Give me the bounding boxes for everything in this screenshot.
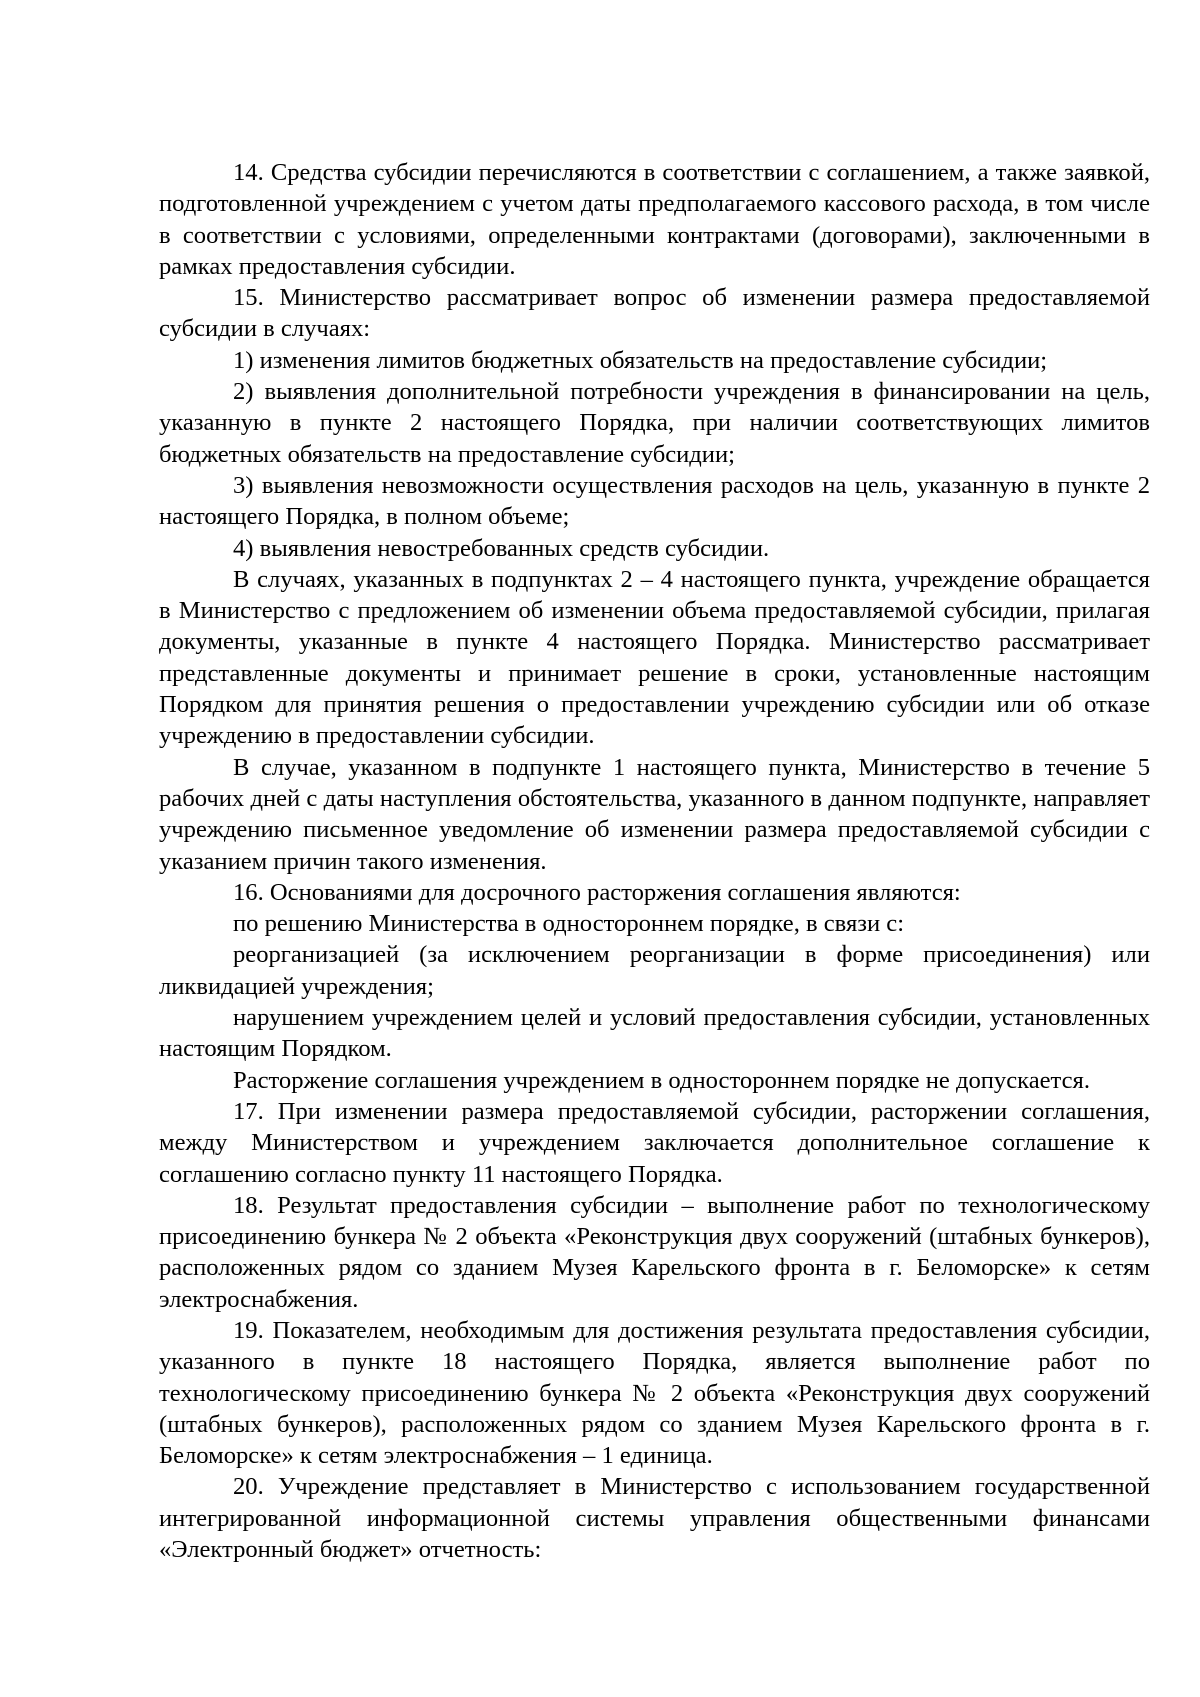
paragraph-19: 19. Показателем, необходимым для достижения результата предоставления субсидии, указанного в пункте 18 настоящего Порядка, является выполнение работ по технологическому присоединению бункера № 2 объекта «Реконструкция двух сооружений (штабных бункеров), расположенных рядом со зданием Музея Карельского фронта в г. Беломорске» к сетям электроснабжения – 1 единица. bbox=[159, 1316, 1150, 1470]
paragraph-16-decision: по решению Министерства в одностороннем порядке, в связи с: bbox=[233, 910, 905, 938]
paragraph-16-violation: нарушением учреждением целей и условий предоставления субсидии, установленных настоящим Порядком. bbox=[159, 1004, 1150, 1063]
paragraph-15-item-2: 2) выявления дополнительной потребности учреждения в финансировании на цель, указанную в пункте 2 настоящего Порядка, при наличии соответствующих лимитов бюджетных обязательств на предоставление субсидии; bbox=[159, 378, 1150, 468]
paragraph-17: 17. При изменении размера предоставляемой субсидии, расторжении соглашения, между Министерством и учреждением заключается дополнительное соглашение к соглашению согласно пункту 11 настоящего Порядка. bbox=[159, 1097, 1150, 1188]
paragraph-15-cases-2-4: В случаях, указанных в подпунктах 2 – 4 настоящего пункта, учреждение обращается в Министерство с предложением об изменении объема предоставляемой субсидии, прилагая документы, указанные в пункте 4 настоящего Порядка. Министерство рассматривает представленные документы и принимает решение в сроки, установленные настоящим Порядком для принятия решения о предоставлении учреждению субсидии или об отказе учреждению в предоставлении субсидии. bbox=[159, 565, 1150, 750]
paragraph-14: 14. Средства субсидии перечисляются в соответствии с соглашением, а также заявкой, подготовленной учреждением с учетом даты предполагаемого кассового расхода, в том числе в соответствии с условиями, определенными контрактами (договорами), заключенными в рамках предоставления субсидии. bbox=[159, 159, 1150, 280]
paragraph-15-item-3: 3) выявления невозможности осуществления расходов на цель, указанную в пункте 2 настоящего Порядка, в полном объеме; bbox=[159, 471, 1150, 531]
paragraph-16: 16. Основаниями для досрочного расторжения соглашения являются: bbox=[233, 878, 961, 906]
paragraph-15-item-4: 4) выявления невостребованных средств субсидии. bbox=[233, 534, 770, 562]
paragraph-20: 20. Учреждение представляет в Министерство с использованием государственной интегрированной информационной системы управления общественными финансами «Электронный бюджет» отчетность: bbox=[159, 1473, 1150, 1564]
paragraph-15: 15. Министерство рассматривает вопрос об изменении размера предоставляемой субсидии в случаях: bbox=[159, 284, 1150, 343]
paragraph-15-item-1: 1) изменения лимитов бюджетных обязательств на предоставление субсидии; bbox=[233, 346, 1048, 374]
paragraph-15-case-1: В случае, указанном в подпункте 1 настоящего пункта, Министерство в течение 5 рабочих дней с даты наступления обстоятельства, указанного в данном подпункте, направляет учреждению письменное уведомление об изменении размера предоставляемой субсидии с указанием причин такого изменения. bbox=[159, 753, 1150, 875]
paragraph-16-no-unilateral: Расторжение соглашения учреждением в одностороннем порядке не допускается. bbox=[233, 1066, 1090, 1094]
paragraph-18: 18. Результат предоставления субсидии – выполнение работ по технологическому присоединению бункера № 2 объекта «Реконструкция двух сооружений (штабных бункеров), расположенных рядом со зданием Музея Карельского фронта в г. Беломорске» к сетям электроснабжения. bbox=[159, 1191, 1150, 1313]
paragraph-16-reorganization: реорганизацией (за исключением реорганизации в форме присоединения) или ликвидацией учреждения; bbox=[159, 941, 1150, 1000]
